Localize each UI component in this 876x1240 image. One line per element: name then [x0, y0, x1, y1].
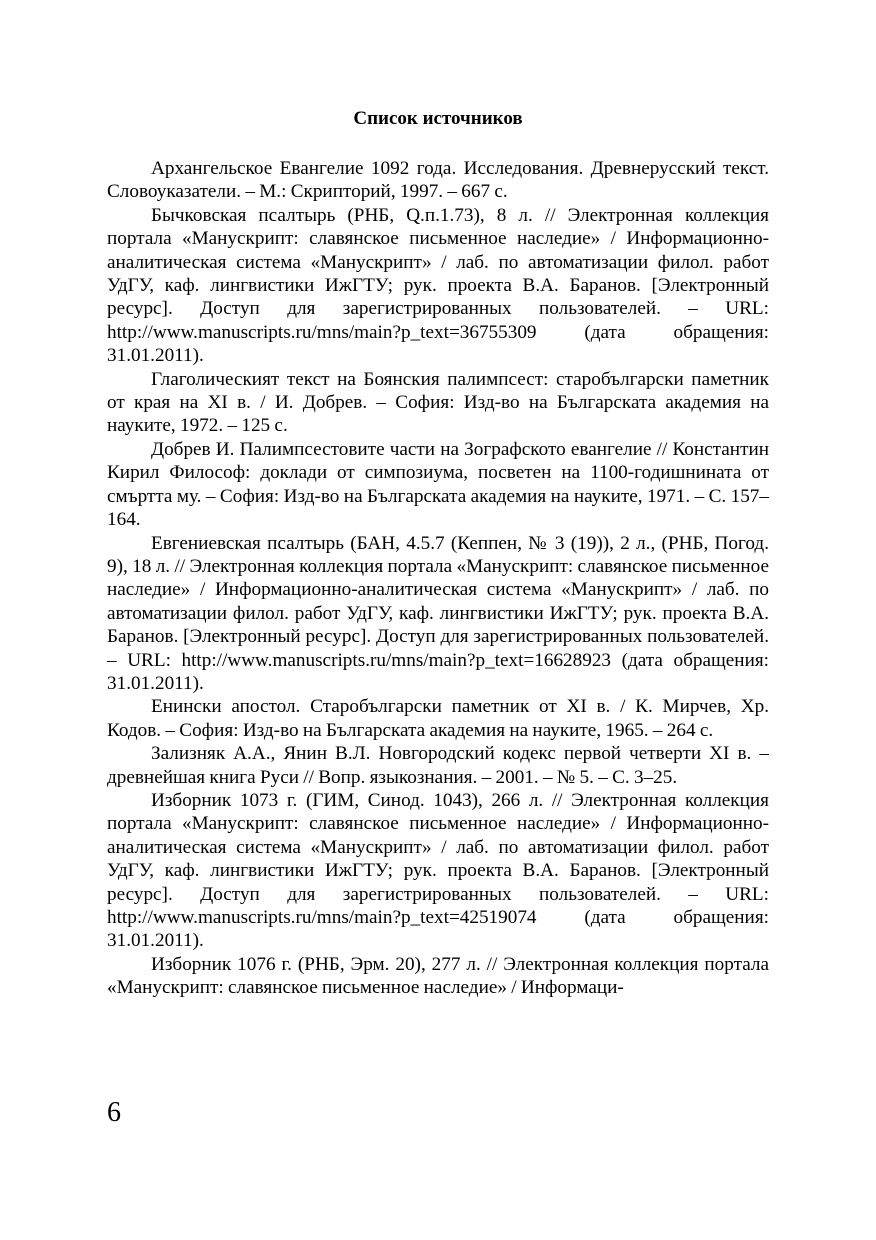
bibliography-entry: Изборник 1073 г. (ГИМ, Синод. 1043), 266 л. // Электронная коллекция портала «Манускрипт: славянское письменное наследие» / Информационно-аналитическая система «Манускрипт» / лаб. по автоматизации филол. работ УдГУ, каф. лингвистики ИжГТУ; рук. проекта В.А. Баранов. [Электронный ресурс]. Доступ для зарегистрированных пользователей. – URL: http://www.manuscripts.ru/mns/main?p_text=42519074 (дата обращения: 31.01.2011). — [107, 789, 769, 952]
bibliography-entry: Глаголическият текст на Боянския палимпсест: старобългарски паметник от края на XI в. / И. Добрев. – София: Изд-во на Българската академия на науките, 1972. – 125 с. — [107, 368, 769, 437]
bibliography-entry: Добрев И. Палимпсестовите части на Зографското евангелие // Константин Кирил Философ: доклади от симпозиума, посветен на 1100-годишнината от смъртта му. – София: Изд-во на Българската академия на науките, 1971. – С. 157–164. — [107, 438, 769, 531]
page-title: Список источников — [353, 108, 523, 129]
bibliography-list — [107, 157, 769, 1000]
bibliography-entry: Бычковская псалтырь (РНБ, Q.п.1.73), 8 л. // Электронная коллекция портала «Манускрипт: славянское письменное наследие» / Информационно-аналитическая система «Манускрипт» / лаб. по автоматизации филол. работ УдГУ, каф. лингвистики ИжГТУ; рук. проекта В.А. Баранов. [Электронный ресурс]. Доступ для зарегистрированных пользователей. – URL: http://www.manuscripts.ru/mns/main?p_text=36755309 (дата обращения: 31.01.2011). — [107, 204, 769, 367]
bibliography-entry: Изборник 1076 г. (РНБ, Эрм. 20), 277 л. // Электронная коллекция портала «Манускрипт: славянское письменное наследие» / Информаци- — [107, 953, 769, 999]
bibliography-entry: Евгениевская псалтырь (БАН, 4.5.7 (Кеппен, № 3 (19)), 2 л., (РНБ, Погод. 9), 18 л. // Электронная коллекция портала «Манускрипт: славянское письменное наследие» / Информационно-аналитическая система «Манускрипт» / лаб. по автоматизации филол. работ УдГУ, каф. лингвистики ИжГТУ; рук. проекта В.А. Баранов. [Электронный ресурс]. Доступ для зарегистрированных пользователей. – URL: http://www.manuscripts.ru/mns/main?p_text=16628923 (дата обращения: 31.01.2011). — [107, 532, 769, 694]
bibliography-entry: Архангельское Евангелие 1092 года. Исследования. Древнерусский текст. Словоуказатели. – М.: Скрипторий, 1997. – 667 с. — [107, 158, 769, 203]
bibliography-entry: Зализняк А.А., Янин В.Л. Новгородский кодекс первой четверти XI в. – древнейшая книга Руси // Вопр. языкознания. – 2001. – № 5. – С. 3–25. — [107, 743, 769, 788]
page-number: 6 — [107, 1097, 121, 1128]
bibliography-entry: Енински апостол. Старобългарски паметник от XI в. / К. Мирчев, Хр. Кодов. – София: Изд-во на Българската академия на науките, 1965. – 264 с. — [107, 696, 769, 741]
